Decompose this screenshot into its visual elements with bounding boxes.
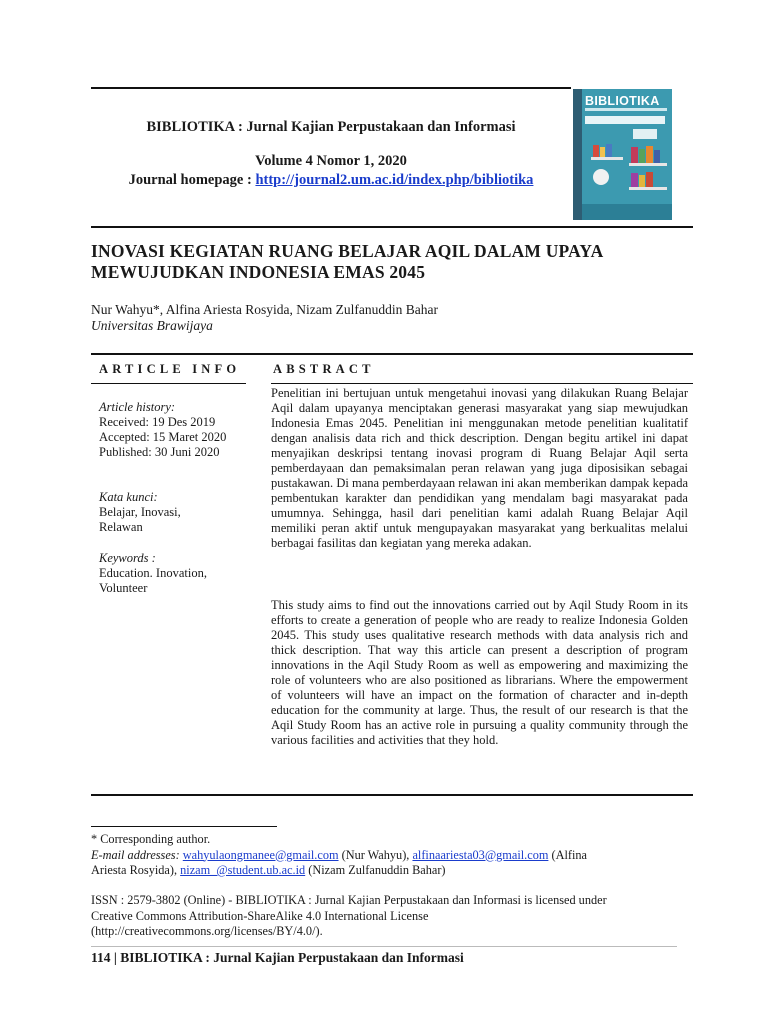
authors: Nur Wahyu*, Alfina Ariesta Rosyida, Nizam Zulfanuddin Bahar <box>91 302 438 317</box>
license-line-1: ISSN : 2579-3802 (Online) - BIBLIOTIKA : Jurnal Kajian Perpustakaan dan Informasi is licensed under <box>91 893 607 907</box>
header-bottom-rule <box>91 226 693 228</box>
accepted-date: Accepted: 15 Maret 2020 <box>99 430 227 444</box>
kata-kunci-line2: Relawan <box>99 520 143 534</box>
footnote-separator <box>91 826 277 827</box>
kata-kunci-label: Kata kunci: <box>99 490 158 504</box>
received-date: Received: 19 Des 2019 <box>99 415 216 429</box>
email-link-2[interactable]: alfinaariesta03@gmail.com <box>412 847 549 862</box>
history-label: Article history: <box>99 400 176 414</box>
paper-title: INOVASI KEGIATAN RUANG BELAJAR AQIL DALAM UPAYA MEWUJUDKAN INDONESIA EMAS 2045 <box>91 241 603 282</box>
top-rule <box>91 87 571 89</box>
keywords-line1: Education. Inovation, <box>99 566 207 580</box>
email-link-1[interactable]: wahyulaongmanee@gmail.com <box>182 847 339 862</box>
homepage-label: Journal homepage : <box>128 172 256 188</box>
corresponding-author: * Corresponding author. <box>91 832 211 846</box>
abstract-rule <box>271 383 693 384</box>
license-block <box>91 893 701 940</box>
license-line-2: Creative Commons Attribution-ShareAlike 4.0 International License <box>91 908 429 923</box>
section-bottom-rule <box>91 794 693 796</box>
keywords-label: Keywords : <box>99 551 156 565</box>
article-info-rule <box>91 383 246 384</box>
footer-rule <box>91 946 677 947</box>
email-owner-3: (Nizam Zulfanuddin Bahar) <box>305 863 446 877</box>
homepage-link[interactable]: http://journal2.um.ac.id/index.php/bibliotika <box>255 172 534 188</box>
abstract-heading: ABSTRACT <box>273 362 375 376</box>
keywords <box>99 551 264 596</box>
journal-name: BIBLIOTIKA : Jurnal Kajian Perpustakaan dan Informasi <box>146 119 516 135</box>
article-info-heading: ARTICLE INFO <box>99 362 241 376</box>
kata-kunci <box>99 490 264 535</box>
email-line-2 <box>91 863 691 879</box>
email-owner-2b: Ariesta Rosyida), <box>91 863 181 877</box>
license-line-3: (http://creativecommons.org/licenses/BY/4.0/). <box>91 924 323 938</box>
journal-cover-image <box>573 89 672 220</box>
journal-volume: Volume 4 Nomor 1, 2020 <box>255 153 407 169</box>
cover-brand: BIBLIOTIKA <box>585 94 660 108</box>
abstract-indonesian: Penelitian ini bertujuan untuk mengetahui inovasi yang dilakukan Ruang Belajar Aqil dalam upayanya menciptakan generasi masyarakat yang siap mewujudkan Indonesia Emas 2045. Penelitian ini menggunakan metode penelitian kualitatif dengan analisis data rich and thick description. Dengan begitu artikel ini dapat menyajikan deskripsi tentang inovasi program di Ruang Belajar Aqil serta pemberdayaan dan pemaksimalan peran relawan yang juga diposisikan sebagai pustakawan. Di mana pemberdayaan relawan ini akan memberikan dampak kepada pembentukan karakter dan pendidikan yang mendalam bagi masyarakat pada umumnya. Sehingga, hasil dari penelitian kami adalah Ruang Belajar Aqil memiliki peran aktif untuk mengupayakan masyarakat yang berkualitas melalui berbagai fasilitas dan kegiatan yang mereka adakan. <box>271 386 688 550</box>
section-top-rule <box>91 353 693 355</box>
email-line-1 <box>91 848 691 864</box>
footnote <box>91 832 691 879</box>
abstract-english: This study aims to find out the innovations carried out by Aqil Study Room in its efforts to create a generation of people who are ready to realize Indonesia Golden 2045. This study uses qualitative research methods with data analysis rich and thick description. That way this article can present a description of program innovations in the Aqil Study Room as well as empowering and maximizing the role of volunteers who are also positioned as librarians. Where the empowerment of volunteers will have an impact on the formation of character and in-depth education for the community at large. Thus, the result of our research is that the Aqil Study Room has an active role in pursuing a quality community through the various facilities and activities that they hold. <box>271 598 688 747</box>
email-owner-1: (Nur Wahyu), <box>338 847 413 862</box>
keywords-line2: Volunteer <box>99 581 148 595</box>
email-label: E-mail addresses: <box>91 847 183 862</box>
page-footer: 114 | BIBLIOTIKA : Jurnal Kajian Perpustakaan dan Informasi <box>91 950 464 965</box>
published-date: Published: 30 Juni 2020 <box>99 445 220 459</box>
email-owner-2a: (Alfina <box>548 847 587 862</box>
email-link-3[interactable]: nizam_@student.ub.ac.id <box>180 863 306 877</box>
affiliation: Universitas Brawijaya <box>91 318 213 333</box>
journal-homepage <box>91 172 571 189</box>
article-info <box>99 400 264 460</box>
kata-kunci-line1: Belajar, Inovasi, <box>99 505 181 519</box>
